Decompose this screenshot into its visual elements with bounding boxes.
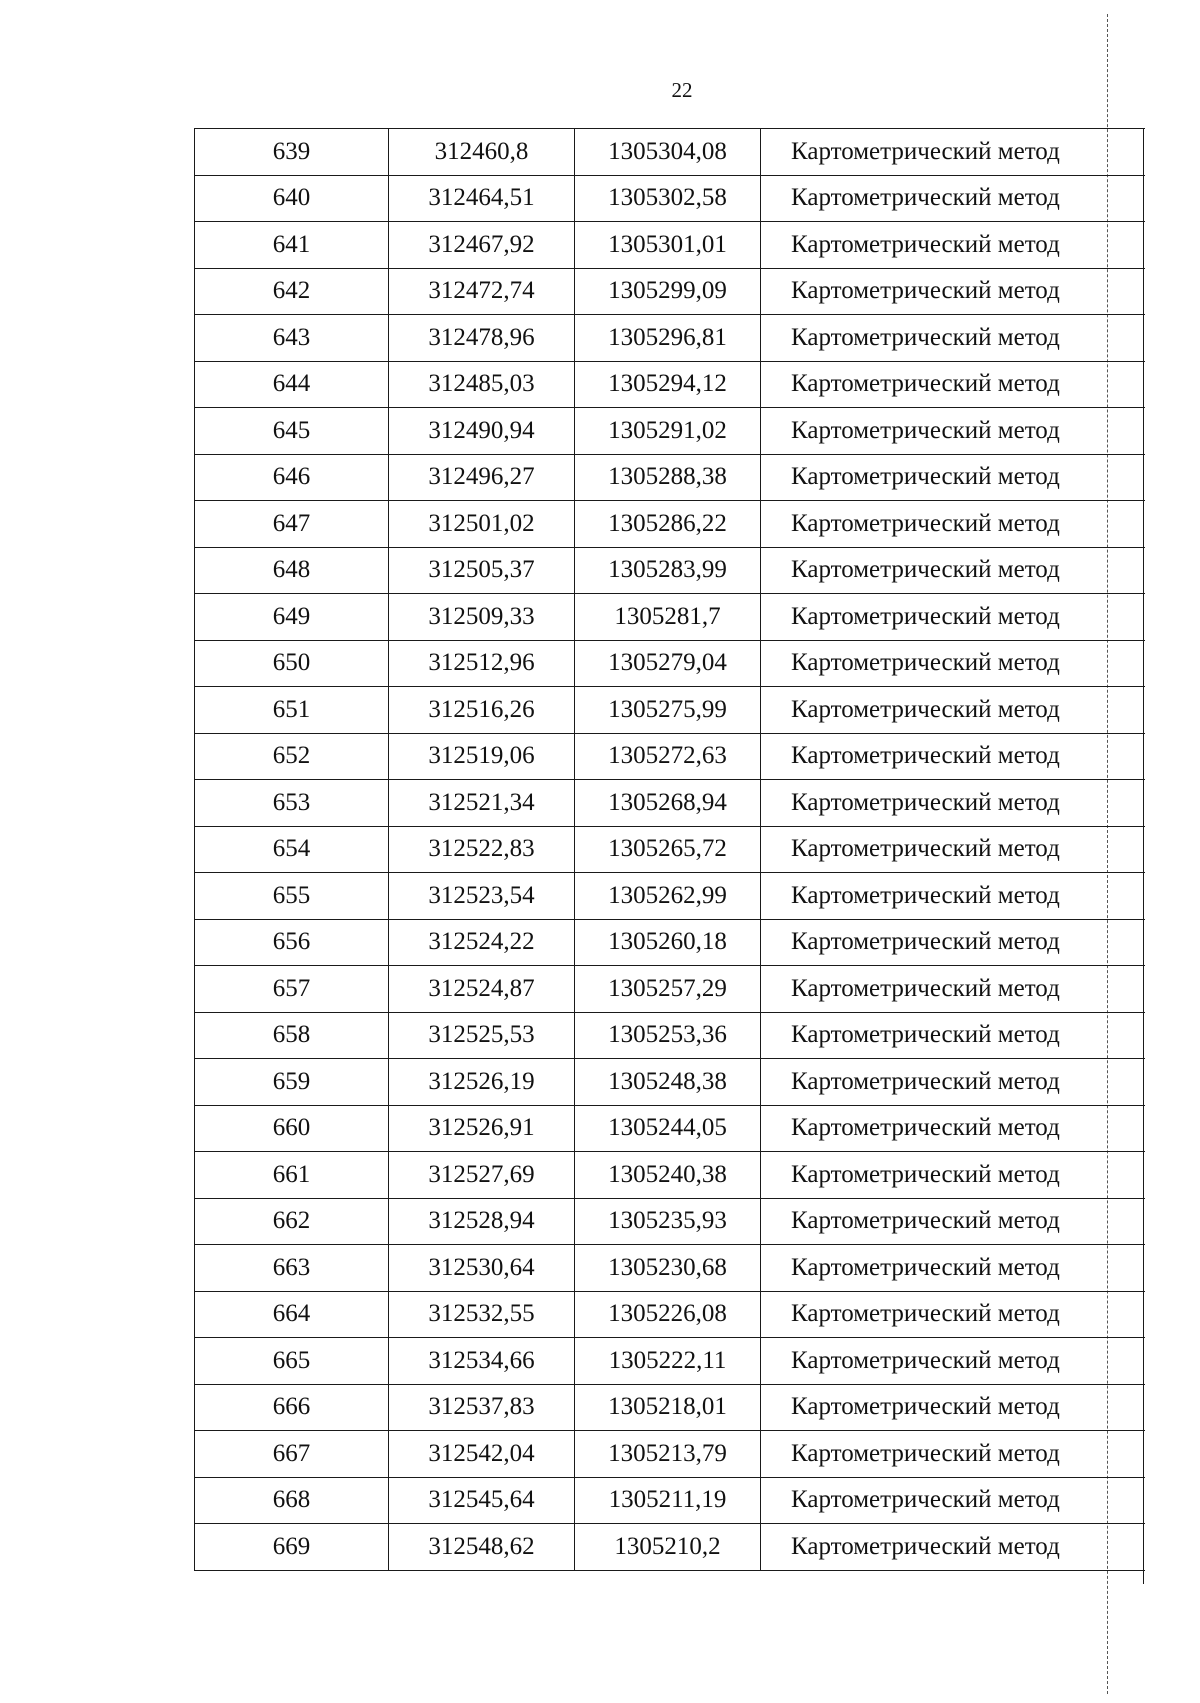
table-row [195, 501, 1145, 548]
table-row [195, 733, 1145, 780]
y-coordinate-cell: 1305240,38 [575, 1152, 761, 1199]
method-cell: Картометрический метод [761, 826, 1145, 873]
y-coordinate-cell: 1305235,93 [575, 1198, 761, 1245]
table-row [195, 268, 1145, 315]
table-row [195, 1291, 1145, 1338]
x-coordinate-cell: 312537,83 [389, 1384, 575, 1431]
y-coordinate-cell: 1305213,79 [575, 1431, 761, 1478]
point-number-cell: 667 [195, 1431, 389, 1478]
coordinates-table-container [194, 128, 1144, 1571]
point-number-cell: 658 [195, 1012, 389, 1059]
method-cell: Картометрический метод [761, 687, 1145, 734]
x-coordinate-cell: 312516,26 [389, 687, 575, 734]
y-coordinate-cell: 1305301,01 [575, 222, 761, 269]
method-cell: Картометрический метод [761, 1477, 1145, 1524]
y-coordinate-cell: 1305257,29 [575, 966, 761, 1013]
point-number-cell: 665 [195, 1338, 389, 1385]
table-row [195, 1524, 1145, 1571]
point-number-cell: 641 [195, 222, 389, 269]
x-coordinate-cell: 312485,03 [389, 361, 575, 408]
method-cell: Картометрический метод [761, 919, 1145, 966]
y-coordinate-cell: 1305253,36 [575, 1012, 761, 1059]
y-coordinate-cell: 1305296,81 [575, 315, 761, 362]
x-coordinate-cell: 312519,06 [389, 733, 575, 780]
point-number-cell: 648 [195, 547, 389, 594]
method-cell: Картометрический метод [761, 454, 1145, 501]
table-row [195, 361, 1145, 408]
method-cell: Картометрический метод [761, 1245, 1145, 1292]
table-row [195, 1384, 1145, 1431]
point-number-cell: 647 [195, 501, 389, 548]
point-number-cell: 653 [195, 780, 389, 827]
method-cell: Картометрический метод [761, 1012, 1145, 1059]
point-number-cell: 642 [195, 268, 389, 315]
table-row [195, 1477, 1145, 1524]
x-coordinate-cell: 312464,51 [389, 175, 575, 222]
point-number-cell: 650 [195, 640, 389, 687]
method-cell: Картометрический метод [761, 640, 1145, 687]
y-coordinate-cell: 1305281,7 [575, 594, 761, 641]
point-number-cell: 663 [195, 1245, 389, 1292]
method-cell: Картометрический метод [761, 780, 1145, 827]
x-coordinate-cell: 312509,33 [389, 594, 575, 641]
table-row [195, 826, 1145, 873]
point-number-cell: 651 [195, 687, 389, 734]
point-number-cell: 640 [195, 175, 389, 222]
table-row [195, 454, 1145, 501]
y-coordinate-cell: 1305272,63 [575, 733, 761, 780]
x-coordinate-cell: 312467,92 [389, 222, 575, 269]
x-coordinate-cell: 312523,54 [389, 873, 575, 920]
y-coordinate-cell: 1305286,22 [575, 501, 761, 548]
table-row [195, 315, 1145, 362]
table-row [195, 547, 1145, 594]
table-row [195, 1105, 1145, 1152]
method-cell: Картометрический метод [761, 129, 1145, 176]
point-number-cell: 655 [195, 873, 389, 920]
method-cell: Картометрический метод [761, 408, 1145, 455]
table-row [195, 175, 1145, 222]
method-cell: Картометрический метод [761, 315, 1145, 362]
table-row [195, 594, 1145, 641]
point-number-cell: 664 [195, 1291, 389, 1338]
method-cell: Картометрический метод [761, 175, 1145, 222]
point-number-cell: 643 [195, 315, 389, 362]
x-coordinate-cell: 312526,91 [389, 1105, 575, 1152]
point-number-cell: 654 [195, 826, 389, 873]
x-coordinate-cell: 312526,19 [389, 1059, 575, 1106]
point-number-cell: 645 [195, 408, 389, 455]
y-coordinate-cell: 1305288,38 [575, 454, 761, 501]
x-coordinate-cell: 312542,04 [389, 1431, 575, 1478]
table-row [195, 687, 1145, 734]
table-row [195, 919, 1145, 966]
point-number-cell: 644 [195, 361, 389, 408]
x-coordinate-cell: 312521,34 [389, 780, 575, 827]
y-coordinate-cell: 1305210,2 [575, 1524, 761, 1571]
point-number-cell: 660 [195, 1105, 389, 1152]
method-cell: Картометрический метод [761, 873, 1145, 920]
point-number-cell: 646 [195, 454, 389, 501]
x-coordinate-cell: 312527,69 [389, 1152, 575, 1199]
method-cell: Картометрический метод [761, 966, 1145, 1013]
x-coordinate-cell: 312525,53 [389, 1012, 575, 1059]
method-cell: Картометрический метод [761, 268, 1145, 315]
x-coordinate-cell: 312522,83 [389, 826, 575, 873]
y-coordinate-cell: 1305279,04 [575, 640, 761, 687]
y-coordinate-cell: 1305260,18 [575, 919, 761, 966]
table-row [195, 873, 1145, 920]
table-row [195, 1059, 1145, 1106]
x-coordinate-cell: 312530,64 [389, 1245, 575, 1292]
point-number-cell: 639 [195, 129, 389, 176]
x-coordinate-cell: 312545,64 [389, 1477, 575, 1524]
method-cell: Картометрический метод [761, 1198, 1145, 1245]
method-cell: Картометрический метод [761, 501, 1145, 548]
y-coordinate-cell: 1305244,05 [575, 1105, 761, 1152]
point-number-cell: 662 [195, 1198, 389, 1245]
y-coordinate-cell: 1305248,38 [575, 1059, 761, 1106]
point-number-cell: 661 [195, 1152, 389, 1199]
y-coordinate-cell: 1305265,72 [575, 826, 761, 873]
point-number-cell: 657 [195, 966, 389, 1013]
table-row [195, 1431, 1145, 1478]
coordinates-table-body [195, 129, 1145, 1571]
method-cell: Картометрический метод [761, 594, 1145, 641]
table-row [195, 1012, 1145, 1059]
point-number-cell: 652 [195, 733, 389, 780]
x-coordinate-cell: 312512,96 [389, 640, 575, 687]
y-coordinate-cell: 1305294,12 [575, 361, 761, 408]
y-coordinate-cell: 1305283,99 [575, 547, 761, 594]
method-cell: Картометрический метод [761, 547, 1145, 594]
x-coordinate-cell: 312496,27 [389, 454, 575, 501]
x-coordinate-cell: 312460,8 [389, 129, 575, 176]
y-coordinate-cell: 1305275,99 [575, 687, 761, 734]
table-row [195, 1152, 1145, 1199]
y-coordinate-cell: 1305302,58 [575, 175, 761, 222]
method-cell: Картометрический метод [761, 1059, 1145, 1106]
table-row [195, 640, 1145, 687]
y-coordinate-cell: 1305299,09 [575, 268, 761, 315]
y-coordinate-cell: 1305291,02 [575, 408, 761, 455]
x-coordinate-cell: 312532,55 [389, 1291, 575, 1338]
y-coordinate-cell: 1305304,08 [575, 129, 761, 176]
point-number-cell: 649 [195, 594, 389, 641]
x-coordinate-cell: 312548,62 [389, 1524, 575, 1571]
method-cell: Картометрический метод [761, 1431, 1145, 1478]
x-coordinate-cell: 312472,74 [389, 268, 575, 315]
x-coordinate-cell: 312524,22 [389, 919, 575, 966]
table-row [195, 1198, 1145, 1245]
method-cell: Картометрический метод [761, 1105, 1145, 1152]
point-number-cell: 668 [195, 1477, 389, 1524]
point-number-cell: 656 [195, 919, 389, 966]
x-coordinate-cell: 312501,02 [389, 501, 575, 548]
x-coordinate-cell: 312524,87 [389, 966, 575, 1013]
method-cell: Картометрический метод [761, 733, 1145, 780]
page-number: 22 [671, 78, 693, 102]
x-coordinate-cell: 312505,37 [389, 547, 575, 594]
y-coordinate-cell: 1305226,08 [575, 1291, 761, 1338]
point-number-cell: 669 [195, 1524, 389, 1571]
table-row [195, 1245, 1145, 1292]
x-coordinate-cell: 312490,94 [389, 408, 575, 455]
point-number-cell: 659 [195, 1059, 389, 1106]
method-cell: Картометрический метод [761, 1338, 1145, 1385]
y-coordinate-cell: 1305262,99 [575, 873, 761, 920]
table-row [195, 1338, 1145, 1385]
x-coordinate-cell: 312528,94 [389, 1198, 575, 1245]
coordinates-table [194, 128, 1145, 1571]
method-cell: Картометрический метод [761, 1152, 1145, 1199]
y-coordinate-cell: 1305222,11 [575, 1338, 761, 1385]
method-cell: Картометрический метод [761, 1291, 1145, 1338]
table-right-border [1143, 128, 1144, 1584]
x-coordinate-cell: 312478,96 [389, 315, 575, 362]
method-cell: Картометрический метод [761, 222, 1145, 269]
x-coordinate-cell: 312534,66 [389, 1338, 575, 1385]
method-cell: Картометрический метод [761, 361, 1145, 408]
table-row [195, 966, 1145, 1013]
y-coordinate-cell: 1305211,19 [575, 1477, 761, 1524]
table-row [195, 222, 1145, 269]
y-coordinate-cell: 1305268,94 [575, 780, 761, 827]
method-cell: Картометрический метод [761, 1524, 1145, 1571]
y-coordinate-cell: 1305218,01 [575, 1384, 761, 1431]
table-row [195, 408, 1145, 455]
table-row [195, 780, 1145, 827]
table-row [195, 129, 1145, 176]
point-number-cell: 666 [195, 1384, 389, 1431]
method-cell: Картометрический метод [761, 1384, 1145, 1431]
y-coordinate-cell: 1305230,68 [575, 1245, 761, 1292]
